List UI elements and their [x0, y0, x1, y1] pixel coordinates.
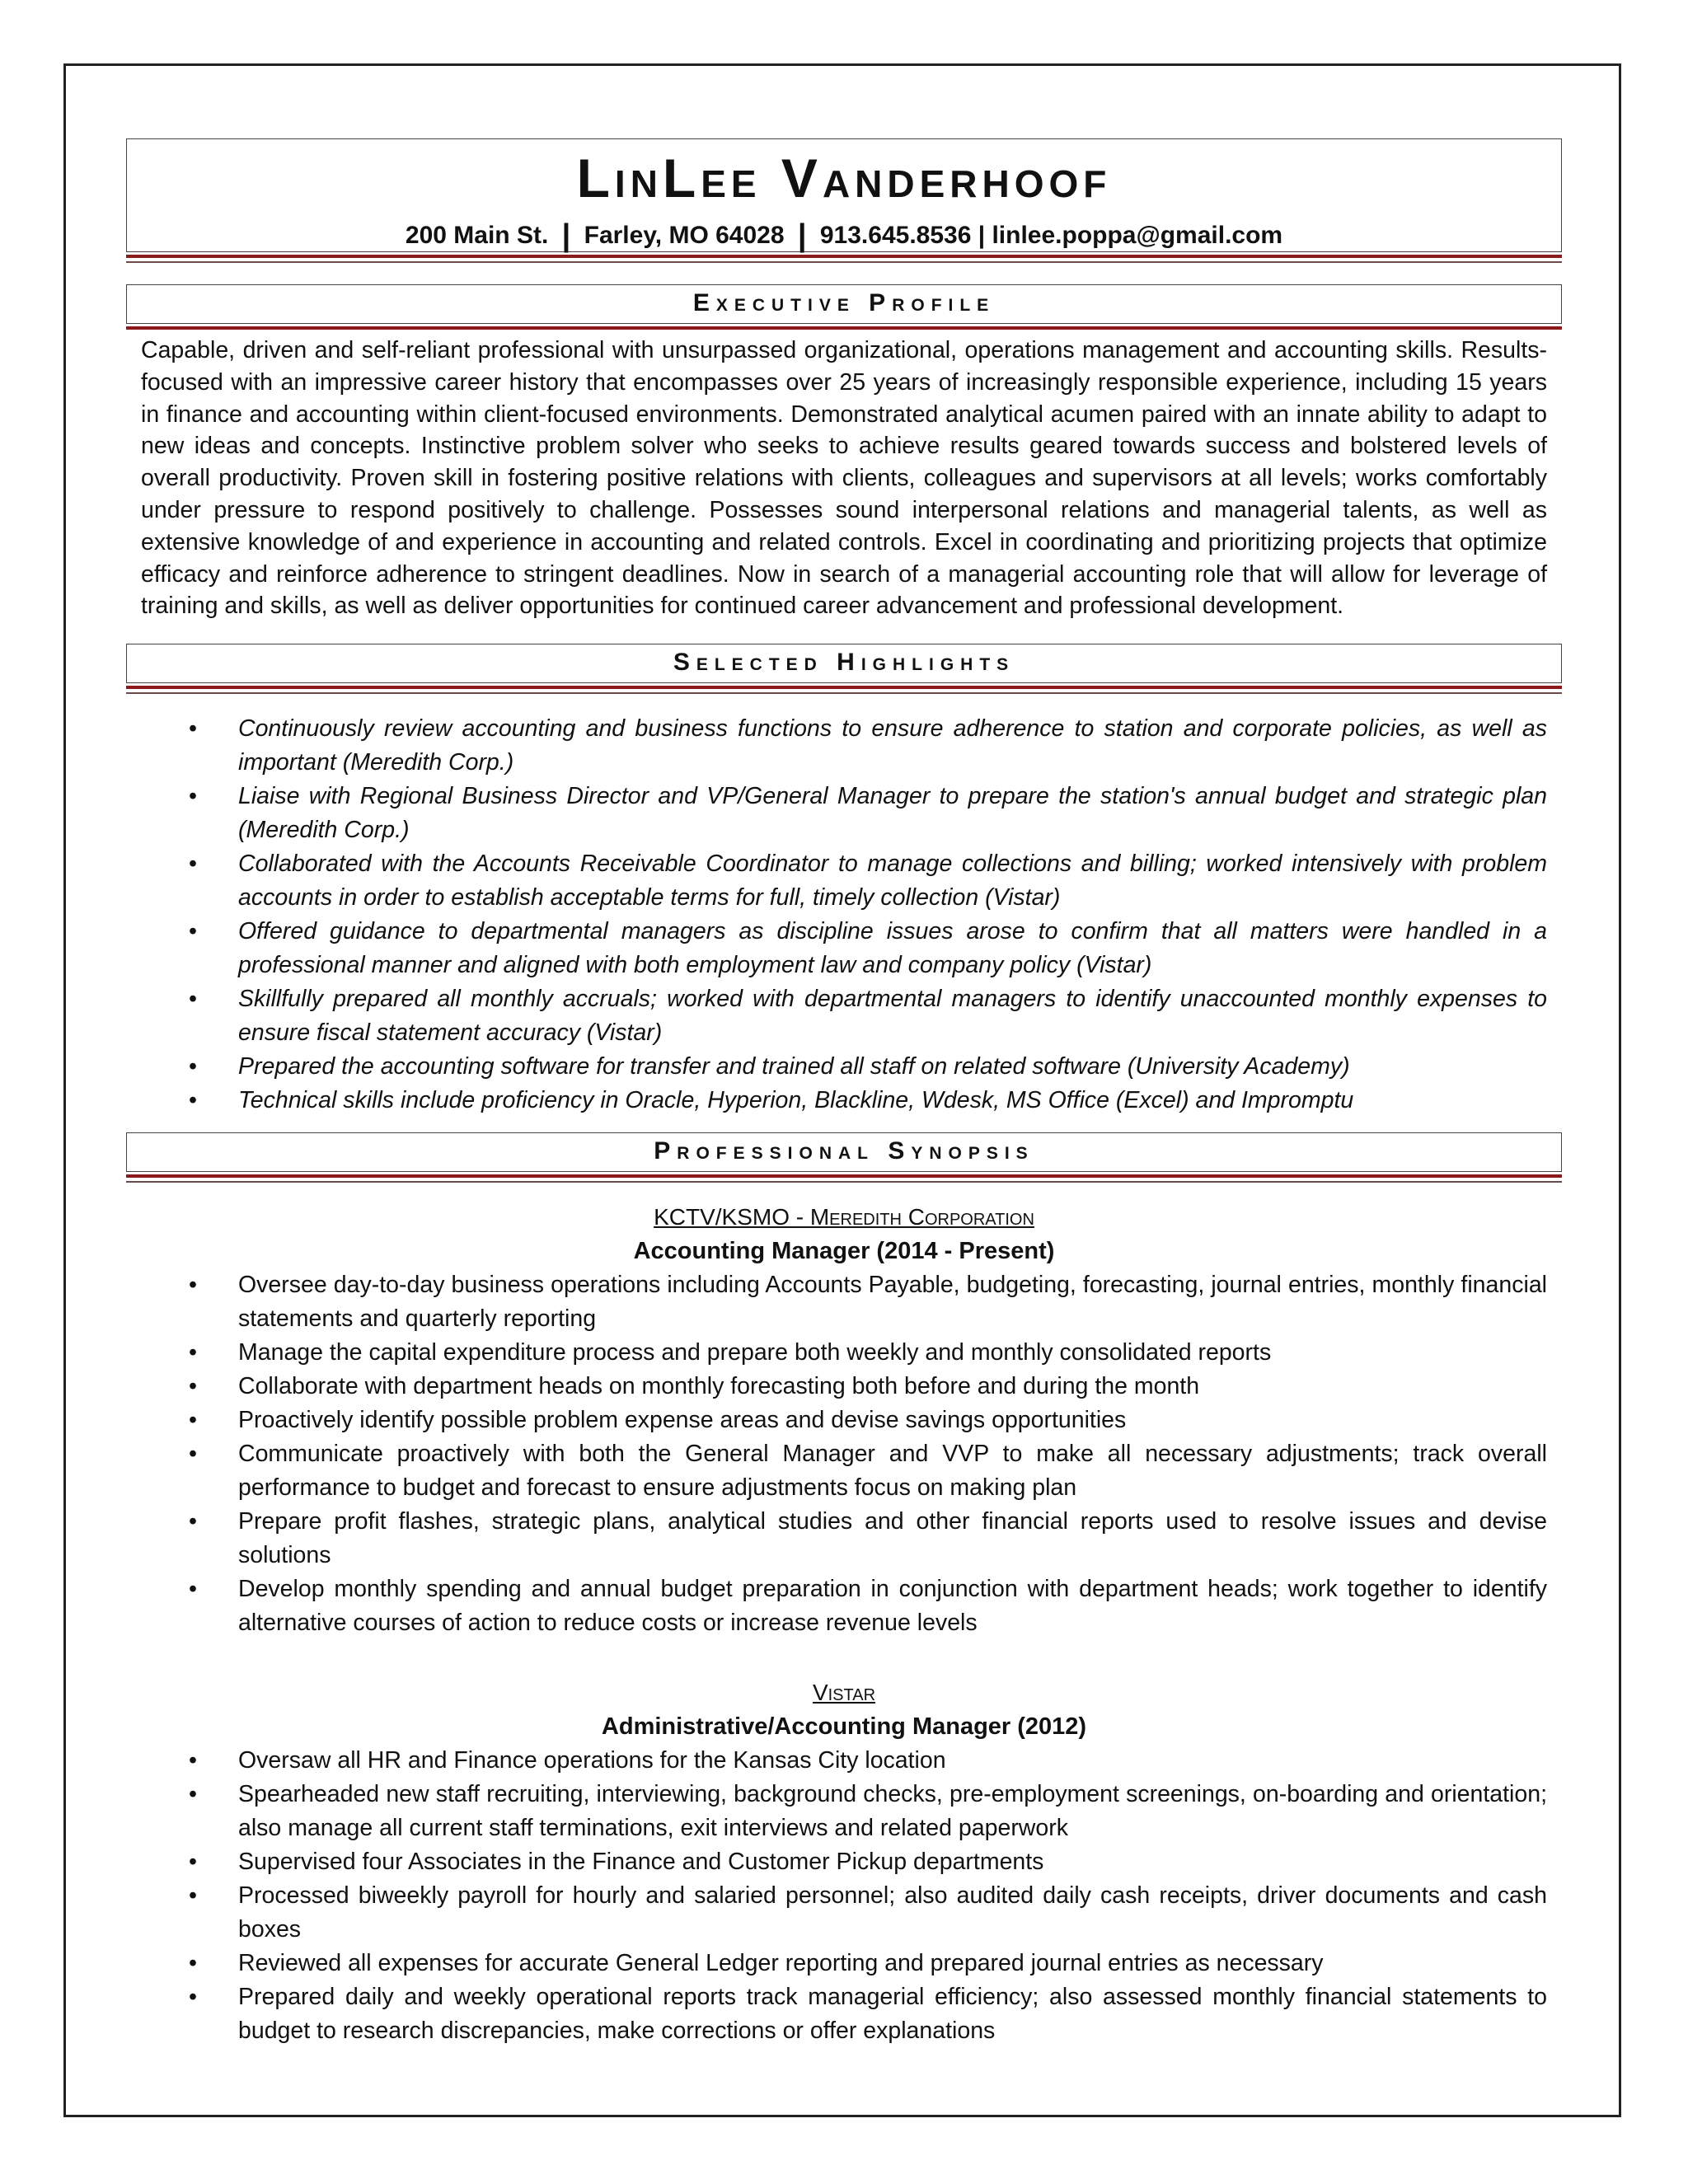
highlight-text: Collaborated with the Accounts Receivable Coordinator to manage collections and billing; worked intensively with problem accounts in order to establish acceptable terms for full, timely collection (Vistar) — [238, 851, 1547, 912]
bullet-icon: • — [189, 1087, 197, 1114]
section-heading-synopsis: Professional Synopsis — [126, 1132, 1562, 1172]
highlight-text: Continuously review accounting and business functions to ensure adherence to station and corporate policies, as well as important (Meredith Corp.) — [238, 715, 1547, 776]
divider — [126, 261, 1562, 263]
bullet-icon: • — [189, 783, 197, 810]
bullet-icon: • — [189, 1053, 197, 1080]
divider — [126, 1181, 1562, 1183]
divider — [126, 1174, 1562, 1178]
bullet-icon: • — [189, 986, 197, 1013]
job-duty-item — [126, 1404, 1562, 1437]
bullet-icon: • — [189, 1781, 197, 1808]
bullet-icon: • — [189, 918, 197, 945]
job-duty-text: Supervised four Associates in the Finance and Customer Pickup departments — [238, 1849, 1044, 1876]
job-duty-text: Prepare profit flashes, strategic plans, analytical studies and other financial reports used to resolve issues and devise solutions — [238, 1508, 1547, 1569]
header-box — [126, 138, 1562, 252]
job-duties-list — [126, 1268, 1562, 1640]
address: 200 Main St. — [405, 222, 549, 249]
job-duty-item — [126, 1370, 1562, 1404]
section-heading-highlights: Selected Highlights — [126, 644, 1562, 683]
phone-email: 913.645.8536 | linlee.poppa@gmail.com — [819, 222, 1283, 249]
highlight-text: Liaise with Regional Business Director and VP/General Manager to prepare the station's annual budget and strategic plan (Meredith Corp.) — [238, 783, 1547, 844]
job-duty-text: Prepared daily and weekly operational reports track managerial efficiency; also assessed monthly financial statements to budget to research discrepancies, make corrections or offer explanations — [238, 1984, 1547, 2045]
resume-content — [126, 138, 1562, 2048]
company-name: Vistar — [812, 1680, 876, 1706]
contact-line — [127, 218, 1561, 254]
bullet-icon: • — [189, 851, 197, 878]
bullet-icon: • — [189, 1984, 197, 2011]
divider — [126, 692, 1562, 694]
divider — [126, 326, 1562, 330]
highlight-text: Prepared the accounting software for transfer and trained all staff on related software (University Academy) — [238, 1053, 1350, 1080]
divider — [126, 686, 1562, 689]
highlight-item — [126, 780, 1562, 847]
job-duty-item — [126, 1947, 1562, 1980]
bullet-icon: • — [189, 1407, 197, 1434]
divider — [126, 255, 1562, 258]
job-duty-text: Processed biweekly payroll for hourly and salaried personnel; also audited daily cash receipts, driver documents and cash boxes — [238, 1882, 1547, 1943]
job-duty-item — [126, 1505, 1562, 1572]
job-duty-text: Develop monthly spending and annual budget preparation in conjunction with department heads; work together to identify alternative courses of action to reduce costs or increase revenue levels — [238, 1576, 1547, 1637]
job-duty-text: Collaborate with department heads on monthly forecasting both before and during the month — [238, 1373, 1200, 1400]
highlight-text: Offered guidance to departmental managers as discipline issues arose to confirm that all matters were handled in a professional manner and aligned with both employment law and company policy (Vistar) — [238, 918, 1547, 979]
job-duty-text: Reviewed all expenses for accurate General Ledger reporting and prepared journal entries as necessary — [238, 1950, 1324, 1977]
bullet-icon: • — [189, 1272, 197, 1299]
section-heading-profile: Executive Profile — [126, 284, 1562, 324]
highlight-text: Skillfully prepared all monthly accruals; worked with departmental managers to identify unaccounted monthly expenses to ensure fiscal statement accuracy (Vistar) — [238, 986, 1547, 1047]
bullet-icon: • — [189, 1339, 197, 1366]
jobs-list — [126, 1201, 1562, 2048]
candidate-name: LinLee Vanderhoof — [576, 148, 1112, 209]
bullet-icon: • — [189, 1849, 197, 1876]
job-duty-item — [126, 1437, 1562, 1505]
job-title: Administrative/Accounting Manager (2012) — [601, 1713, 1087, 1741]
highlights-list — [126, 712, 1562, 1118]
job-duties-list — [126, 1744, 1562, 2048]
bullet-icon: • — [189, 715, 197, 743]
highlight-item — [126, 847, 1562, 915]
highlight-item — [126, 982, 1562, 1050]
bullet-icon: • — [189, 1441, 197, 1468]
job-duty-text: Communicate proactively with both the General Manager and VVP to make all necessary adjustments; track overall performance to budget and forecast to ensure adjustments focus on making plan — [238, 1441, 1547, 1502]
highlight-item — [126, 1084, 1562, 1118]
company-name: KCTV/KSMO - Meredith Corporation — [654, 1204, 1034, 1230]
highlight-item — [126, 915, 1562, 982]
contact-separator: | — [797, 218, 807, 253]
job-duty-item — [126, 1778, 1562, 1845]
job-duty-text: Oversee day-to-day business operations including Accounts Payable, budgeting, forecasting, journal entries, monthly financial statements and quarterly reporting — [238, 1272, 1547, 1333]
job-duty-item — [126, 1336, 1562, 1370]
contact-separator: | — [561, 218, 571, 253]
job-duty-item — [126, 1980, 1562, 2048]
bullet-icon: • — [189, 1508, 197, 1535]
bullet-icon: • — [189, 1576, 197, 1603]
bullet-icon: • — [189, 1747, 197, 1774]
city: Farley, MO 64028 — [584, 222, 785, 249]
job-duty-item — [126, 1572, 1562, 1640]
job-duty-item — [126, 1268, 1562, 1336]
highlight-item — [126, 712, 1562, 780]
highlight-item — [126, 1050, 1562, 1084]
job-duty-text: Proactively identify possible problem expense areas and devise savings opportunities — [238, 1407, 1127, 1434]
job-duty-text: Oversaw all HR and Finance operations for the Kansas City location — [238, 1747, 946, 1774]
bullet-icon: • — [189, 1373, 197, 1400]
job-duty-item — [126, 1879, 1562, 1947]
bullet-icon: • — [189, 1950, 197, 1977]
job-duty-text: Manage the capital expenditure process and prepare both weekly and monthly consolidated reports — [238, 1339, 1272, 1366]
job-duty-item — [126, 1845, 1562, 1879]
highlight-text: Technical skills include proficiency in Oracle, Hyperion, Blackline, Wdesk, MS Office (Excel) and Impromptu — [238, 1087, 1354, 1114]
job-duty-item — [126, 1744, 1562, 1778]
job-duty-text: Spearheaded new staff recruiting, interviewing, background checks, pre-employment screenings, on-boarding and orientation; also manage all current staff terminations, exit interviews and related paperwork — [238, 1781, 1547, 1842]
executive-profile-text: Capable, driven and self-reliant professional with unsurpassed organizational, operations management and accounting skills. Results-focused with an impressive career history that encompasses over 25 years of increasingly responsible experience, including 15 years in finance and accounting within client-focused environments. Demonstrated analytical acumen paired with an innate ability to adapt to new ideas and concepts. Instinctive problem solver who seeks to achieve results geared towards success and bolstered levels of overall productivity. Proven skill in fostering positive relations with clients, colleagues and supervisors at all levels; works comfortably under pressure to respond positively to challenge. Possesses sound interpersonal relations and managerial talents, as well as extensive knowledge of and experience in accounting and related controls. Excel in coordinating and prioritizing projects that optimize efficacy and reinforce adherence to stringent deadlines. Now in search of a managerial accounting role that will allow for leverage of training and skills, as well as deliver opportunities for continued career advancement and professional development. — [141, 337, 1547, 620]
bullet-icon: • — [189, 1882, 197, 1910]
job-title: Accounting Manager (2014 - Present) — [633, 1238, 1055, 1265]
